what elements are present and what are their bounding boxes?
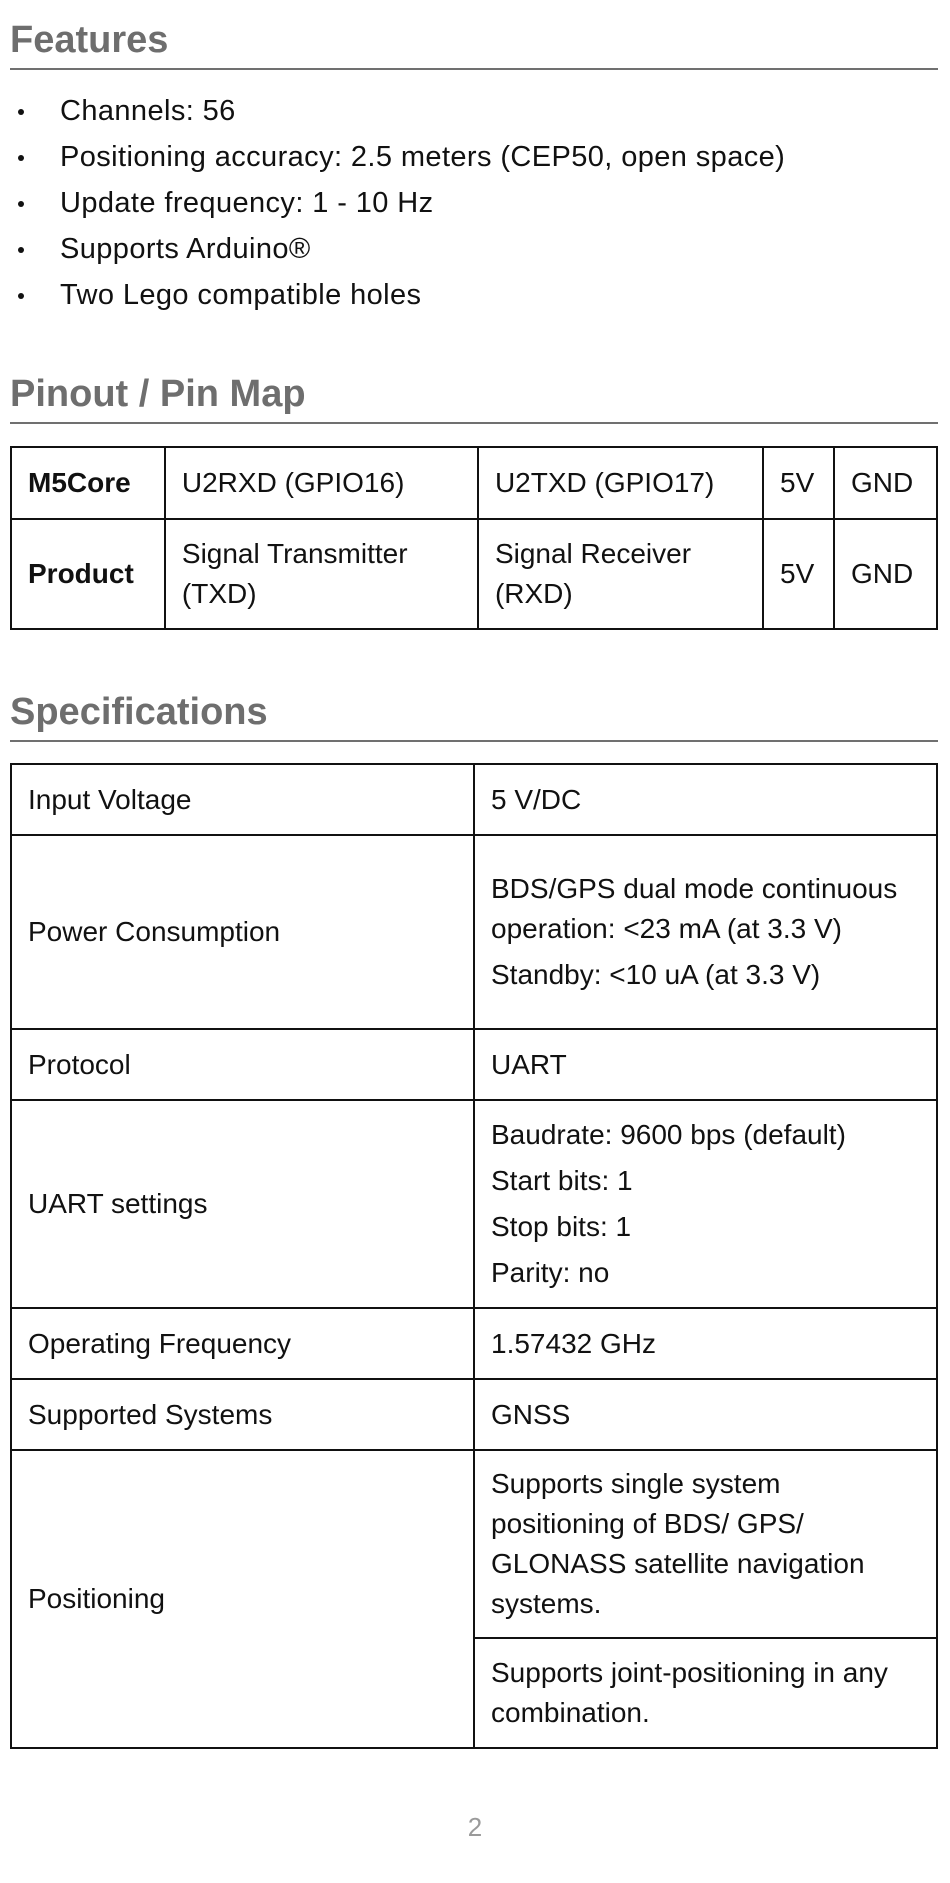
page-number: 2 bbox=[467, 1812, 483, 1842]
spec-value bbox=[474, 1379, 937, 1450]
pin-map-table bbox=[10, 446, 938, 630]
pinout-heading: Pinout / Pin Map bbox=[10, 372, 938, 424]
spec-value bbox=[474, 1638, 937, 1748]
table-row bbox=[11, 764, 937, 835]
table-row bbox=[11, 1029, 937, 1100]
table-row bbox=[11, 1308, 937, 1379]
spec-value bbox=[474, 1100, 937, 1308]
spec-value-line: Baudrate: 9600 bps (default) bbox=[491, 1119, 846, 1150]
table-row bbox=[11, 1450, 937, 1638]
spec-value-line: GNSS bbox=[491, 1398, 571, 1430]
spec-value bbox=[474, 835, 937, 1029]
table-row bbox=[11, 835, 937, 1029]
feature-text: Positioning accuracy: 2.5 meters (CEP50, open space) bbox=[60, 141, 786, 173]
spec-key: UART settings bbox=[11, 1100, 474, 1308]
list-item bbox=[10, 272, 938, 318]
spec-key: Input Voltage bbox=[11, 764, 474, 835]
spec-value-line: Standby: <10 uA (at 3.3 V) bbox=[491, 959, 821, 990]
spec-value-line: Parity: no bbox=[491, 1257, 610, 1288]
spec-value-line: BDS/GPS dual mode continuous operation: <23 mA (at 3.3 V) bbox=[491, 873, 898, 944]
specifications-table bbox=[10, 763, 938, 1749]
row-header: M5Core bbox=[11, 447, 165, 519]
feature-text: Update frequency: 1 - 10 Hz bbox=[60, 187, 434, 219]
table-row bbox=[11, 1379, 937, 1450]
table-row bbox=[11, 447, 937, 519]
table-cell: U2RXD (GPIO16) bbox=[165, 447, 478, 519]
table-row bbox=[11, 1100, 937, 1308]
features-heading: Features bbox=[10, 18, 938, 70]
spec-key: Power Consumption bbox=[11, 835, 474, 1029]
bullet-icon bbox=[18, 293, 24, 299]
spec-key: Protocol bbox=[11, 1029, 474, 1100]
table-cell: Signal Receiver (RXD) bbox=[478, 519, 763, 629]
list-item bbox=[10, 134, 938, 180]
bullet-icon bbox=[18, 201, 24, 207]
spec-value bbox=[474, 1308, 937, 1379]
spec-value bbox=[474, 764, 937, 835]
bullet-icon bbox=[18, 155, 24, 161]
spec-value-line: Start bits: 1 bbox=[491, 1165, 633, 1196]
spec-value-line: 5 V/DC bbox=[491, 783, 582, 815]
spec-value-line: 1.57432 GHz bbox=[491, 1327, 656, 1359]
spec-value-line: Supports joint-positioning in any combination. bbox=[491, 1657, 888, 1728]
specifications-heading: Specifications bbox=[10, 690, 938, 742]
features-list bbox=[10, 88, 938, 318]
spec-value bbox=[474, 1450, 937, 1638]
spec-value-line: Supports single system positioning of BDS/ GPS/ GLONASS satellite navigation systems. bbox=[491, 1468, 865, 1619]
row-header: Product bbox=[11, 519, 165, 629]
table-cell: 5V bbox=[763, 519, 834, 629]
spec-value-line: Stop bits: 1 bbox=[491, 1211, 632, 1242]
spec-key: Positioning bbox=[11, 1450, 474, 1748]
list-item bbox=[10, 88, 938, 134]
table-cell: GND bbox=[834, 519, 937, 629]
feature-text: Channels: 56 bbox=[60, 95, 236, 127]
spec-value bbox=[474, 1029, 937, 1100]
feature-text: Supports Arduino® bbox=[60, 233, 311, 265]
table-cell: GND bbox=[834, 447, 937, 519]
list-item bbox=[10, 226, 938, 272]
list-item bbox=[10, 180, 938, 226]
table-row bbox=[11, 519, 937, 629]
bullet-icon bbox=[18, 109, 24, 115]
bullet-icon bbox=[18, 247, 24, 253]
spec-key: Supported Systems bbox=[11, 1379, 474, 1450]
spec-key: Operating Frequency bbox=[11, 1308, 474, 1379]
table-cell: Signal Transmitter (TXD) bbox=[165, 519, 478, 629]
spec-value-line: UART bbox=[491, 1048, 567, 1080]
feature-text: Two Lego compatible holes bbox=[60, 279, 422, 311]
table-cell: U2TXD (GPIO17) bbox=[478, 447, 763, 519]
table-cell: 5V bbox=[763, 447, 834, 519]
